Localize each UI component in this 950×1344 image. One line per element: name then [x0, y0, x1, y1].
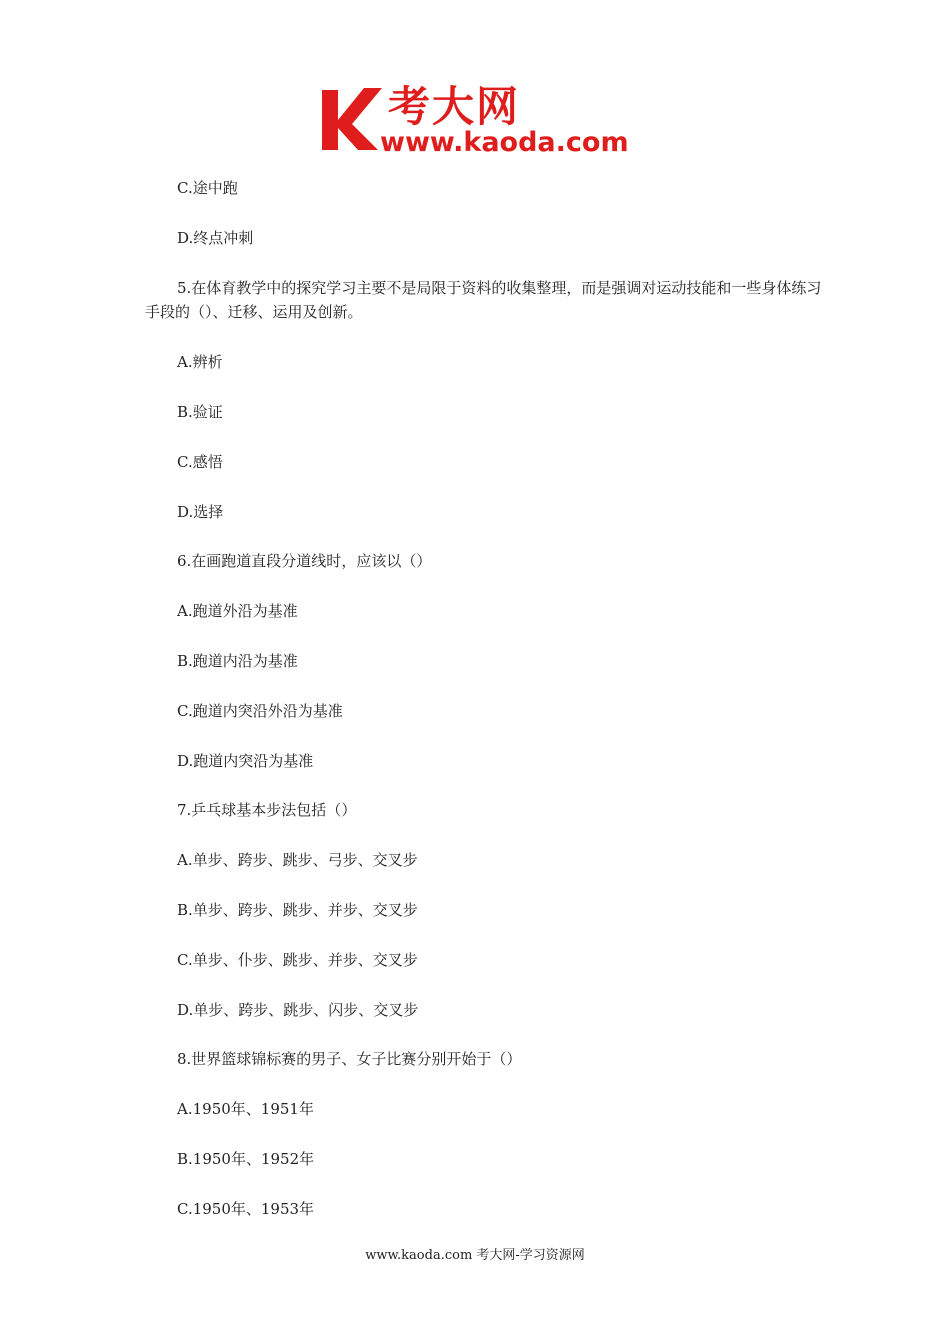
option-line: D.终点冲刺: [177, 229, 254, 247]
option-line: A.单步、跨步、跳步、弓步、交叉步: [177, 851, 418, 869]
logo-chinese-name: 考大网: [388, 82, 521, 131]
option-line: C.跑道内突沿外沿为基准: [177, 702, 343, 720]
option-line: D.跑道内突沿为基准: [177, 752, 314, 770]
option-line: C.单步、仆步、跳步、并步、交叉步: [177, 951, 418, 969]
logo-url: www.kaoda.com: [380, 127, 629, 158]
option-line: C.感悟: [177, 453, 223, 471]
option-line: D.单步、跨步、跳步、闪步、交叉步: [177, 1001, 419, 1019]
question-8: 8.世界篮球锦标赛的男子、女子比赛分别开始于（）: [177, 1050, 522, 1068]
option-line: B.验证: [177, 403, 223, 421]
option-line: C.1950年、1953年: [177, 1200, 315, 1218]
option-line: C.途中跑: [177, 179, 238, 197]
option-line: A.辨析: [177, 353, 223, 371]
option-line: B.跑道内沿为基准: [177, 652, 298, 670]
option-line: A.1950年、1951年: [177, 1100, 314, 1118]
question-5: 5.在体育教学中的探究学习主要不是局限于资料的收集整理，而是强调对运动技能和一些身体练习手段的（）、迁移、运用及创新。: [145, 279, 822, 321]
kaoda-logo: [320, 84, 640, 164]
page-footer: www.kaoda.com 考大网-学习资源网: [365, 1248, 585, 1263]
logo-k-mark: [320, 84, 384, 154]
option-line: B.单步、跨步、跳步、并步、交叉步: [177, 901, 418, 919]
option-line: B.1950年、1952年: [177, 1150, 315, 1168]
question-7: 7.乒乓球基本步法包括（）: [177, 801, 357, 819]
option-line: A.跑道外沿为基准: [177, 602, 298, 620]
question-6: 6.在画跑道直段分道线时，应该以（）: [177, 552, 432, 570]
option-line: D.选择: [177, 503, 224, 521]
